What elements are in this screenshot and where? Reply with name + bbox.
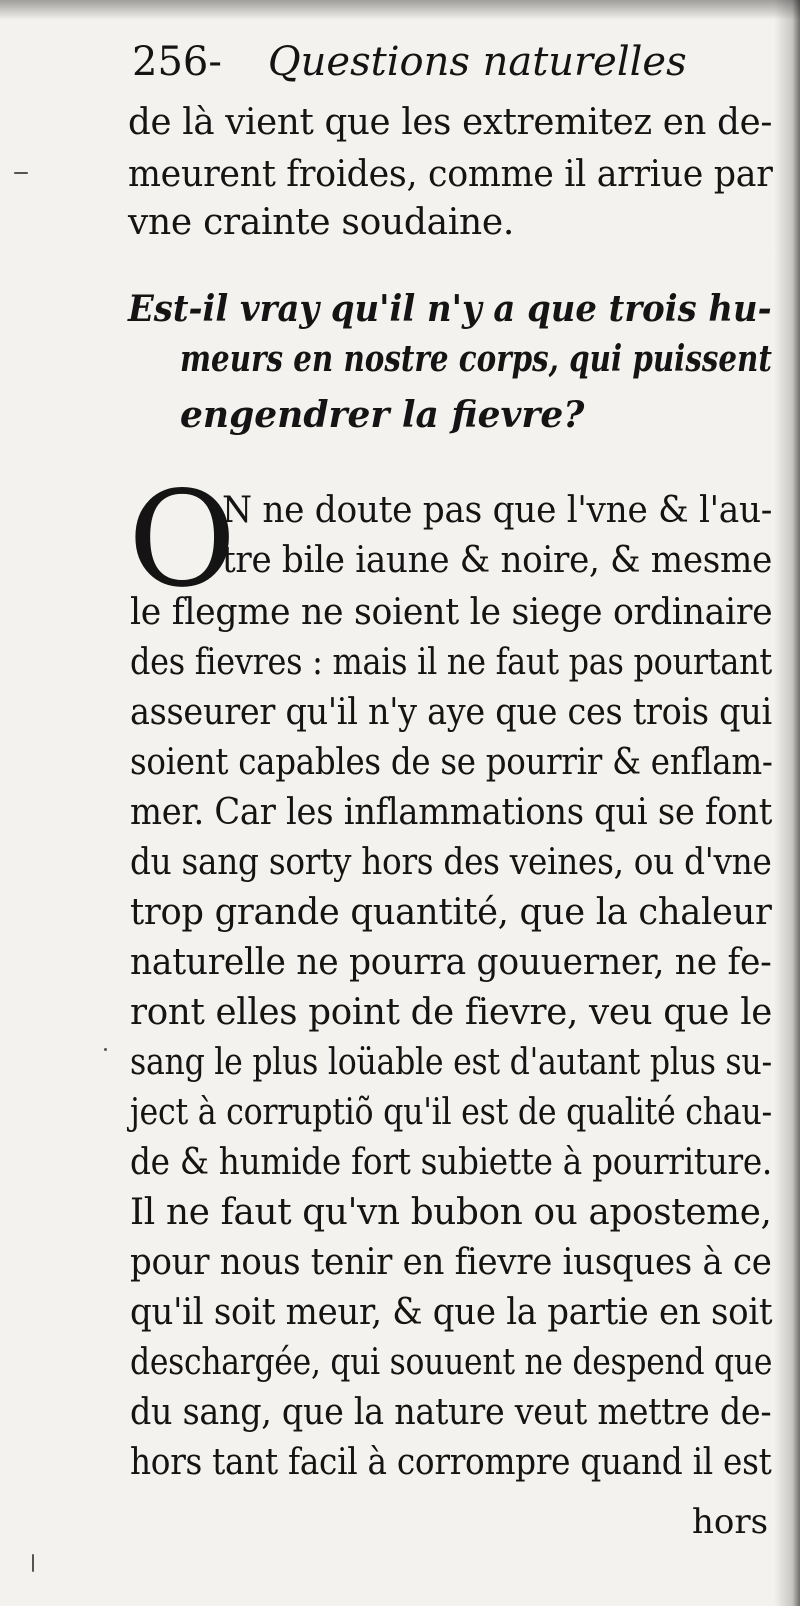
intro-line: vne crainte soudaine. [128,202,515,243]
intro-line: meurent froides, comme il arriue par [128,154,773,195]
body-line: qu'il soit meur, & que la partie en soit [130,1292,773,1333]
body-line: ject à corruptiõ qu'il est de qualité chau- [130,1092,772,1133]
body-line: naturelle ne pourra gouuerner, ne fe- [130,942,772,983]
page-gutter-shadow [774,0,800,1606]
paper-mark [32,1554,34,1572]
body-line: N ne doute pas que l'vne & l'au- [222,490,773,531]
body-line: asseurer qu'il n'y aye que ces trois qui [130,692,772,733]
section-heading-line: Est-il vray qu'il n'y a que trois hu- [128,288,772,330]
body-line: du sang, que la nature veut mettre de- [130,1392,772,1433]
body-line: du sang sorty hors des veines, ou d'vne [130,842,772,883]
section-heading-line: engendrer la fievre? [180,394,585,436]
body-line: hors tant facil à corrompre quand il est [130,1442,772,1483]
body-line: trop grande quantité, que la chaleur [130,892,772,933]
running-head [132,38,687,86]
paper-speck [104,1048,107,1051]
body-line: pour nous tenir en fievre iusques à ce [130,1242,772,1283]
drop-cap: O [128,463,237,617]
body-line: tre bile iaune & noire, & mesme [222,540,772,581]
intro-line: de là vient que les extremitez en de- [128,102,773,143]
body-line: Il ne faut qu'vn bubon ou aposteme, [130,1192,772,1233]
body-line: des fievres : mais il ne faut pas pourtant [130,642,772,683]
body-line: de & humide fort subiette à pourriture. [130,1142,773,1183]
body-line: sang le plus loüable est d'autant plus su- [130,1042,772,1083]
section-heading-line: meurs en nostre corps, qui puissent [180,338,772,380]
body-line: ront elles point de fievre, veu que le [130,992,773,1033]
body-line: soient capables de se pourrir & enflam- [130,742,773,783]
running-title: Questions naturelles [267,39,687,85]
catchword: hors [692,1502,769,1542]
page-number: 256- [132,39,222,85]
page-top-shadow [0,0,800,20]
paper-mark [14,172,28,174]
body-line: le flegme ne soient le siege ordinaire [130,592,773,633]
body-line: mer. Car les inflammations qui se font [130,792,772,833]
body-line: deschargée, qui souuent ne despend que [130,1342,773,1383]
